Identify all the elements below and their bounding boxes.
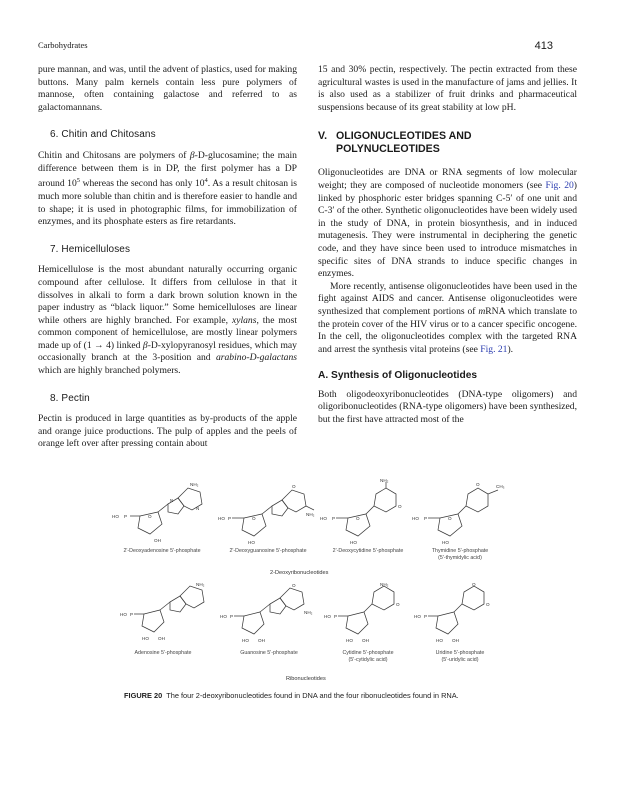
label-thymidylic-acid: (5'-thymidylic acid) — [438, 555, 482, 561]
svg-text:P: P — [424, 516, 428, 521]
svg-text:O: O — [476, 482, 480, 487]
svg-text:HO: HO — [112, 514, 119, 519]
section-heading-hemicelluloses: 7. Hemicelluloses — [50, 243, 131, 255]
label-deoxycytidine-phosphate: 2'-Deoxycytidine 5'-phosphate — [332, 548, 404, 554]
svg-text:OH: OH — [362, 638, 369, 643]
svg-text:O: O — [292, 583, 296, 588]
svg-text:OH: OH — [258, 638, 265, 643]
figure-caption: FIGURE 20 The four 2-deoxyribonucleotides found in DNA and the four ribonucleotides found in RNA. — [124, 691, 459, 700]
svg-text:OH: OH — [158, 636, 165, 641]
group-label-ribonucleotides: Ribonucleotides — [286, 676, 326, 682]
svg-text:HO: HO — [442, 540, 449, 545]
structure-deoxyguanosine-phosphate — [218, 478, 318, 546]
right-column — [318, 64, 577, 427]
svg-text:HO: HO — [436, 638, 443, 643]
svg-text:P: P — [228, 516, 232, 521]
label-deoxyguanosine-phosphate: 2'-Deoxyguanosine 5'-phosphate — [229, 548, 307, 554]
structure-deoxycytidine-phosphate — [320, 478, 415, 546]
page-number: 413 — [534, 40, 553, 52]
left-column — [38, 64, 297, 451]
svg-text:NH₂: NH₂ — [196, 582, 205, 587]
svg-text:HO: HO — [324, 614, 331, 619]
svg-text:O: O — [356, 516, 360, 521]
paragraph-oligonucleotides-intro: Oligonucleotides are DNA or RNA segments of low molecular weight; they are composed of nucleotide monomers (see Fig. 20) linked by phosphoric ester bridges spanning C-5′ of one unit and C-3′ of the other. Synthetic oligonucleotides have been widely used in the study of DNA, in protein biosynthesis, and in induced mutagenesis. They were instrumental in deciphering the genetic code, and they have since been used to introduce mismatches in specific sites of DNA strands to induce specific changes in enzymes. — [318, 167, 577, 280]
svg-text:CH₃: CH₃ — [496, 484, 505, 489]
svg-text:HO: HO — [218, 516, 225, 521]
structure-deoxyadenosine-phosphate — [110, 478, 210, 546]
label-cytidylic-acid: (5'-cytidylic acid) — [348, 657, 388, 663]
paragraph-pectin: Pectin is produced in large quantities as by-products of the apple and orange juice productions. The pulp of apples and the peels of orange left over after pressing contain about — [38, 413, 297, 450]
svg-text:O: O — [252, 516, 256, 521]
label-thymidine-phosphate: Thymidine 5'-phosphate — [431, 548, 489, 554]
figure-20-link[interactable]: Fig. 20 — [545, 179, 574, 191]
svg-text:HO: HO — [220, 614, 227, 619]
paragraph-hemicelluloses: Hemicellulose is the most abundant naturally occurring organic compound after cellulose. It differs from cellulose in that it dissolves in alkali to form a dark brown solution known in the paper industry as “black liquor.” Some hemicelluloses are linear while others are highly branched. For example, xylans, the most common component of hemicellulose, are mostly linear polymers made up of (1 → 4) linked β-D-xylopyranosyl residues, which may occasionally branch at the 3-position and arabino-D-galactans which are highly branched polymers. — [38, 264, 297, 377]
subsection-heading-synthesis: A. Synthesis of Oligonucleotides — [318, 370, 478, 382]
svg-text:NH₂: NH₂ — [304, 610, 313, 615]
svg-text:HO: HO — [248, 540, 255, 545]
svg-text:HO: HO — [346, 638, 353, 643]
svg-text:HO: HO — [142, 636, 149, 641]
svg-text:P: P — [332, 516, 336, 521]
svg-text:P: P — [230, 614, 234, 619]
paragraph-chitin: Chitin and Chitosans are polymers of β-D-glucosamine; the main difference between them is in DP, the first polymer has a DP around $10^5$ whereas the second has only $10^4$. As a result chitosan is much more soluble than chitin and is therefore easier to handle and to shape; it is used in photographic films, for immobilization of enzymes, and its phosphate esters as fire retardants. — [38, 149, 297, 228]
svg-text:NH₂: NH₂ — [306, 512, 315, 517]
svg-text:HO: HO — [120, 612, 127, 617]
svg-text:HO: HO — [350, 540, 357, 545]
svg-text:NH₂: NH₂ — [190, 482, 199, 487]
structure-adenosine-phosphate — [120, 582, 210, 644]
svg-text:P: P — [424, 614, 428, 619]
structure-thymidine-phosphate — [412, 478, 507, 546]
continued-paragraph-left: pure mannan, and was, until the advent of plastics, used for making buttons. Many palm kernels contain less pure polymers of mannose, often containing galactose and referred to as galactomannans. — [38, 64, 297, 113]
label-uridylic-acid: (5'-uridylic acid) — [441, 657, 479, 663]
svg-text:P: P — [130, 612, 134, 617]
svg-text:HO: HO — [412, 516, 419, 521]
svg-text:O: O — [398, 504, 402, 509]
svg-text:HO: HO — [414, 614, 421, 619]
svg-text:NH₂: NH₂ — [380, 478, 389, 483]
svg-text:HO: HO — [242, 638, 249, 643]
section-heading-chitin: 6. Chitin and Chitosans — [50, 129, 156, 141]
group-label-deoxyribonucleotides: 2-Deoxyribonucleotides — [270, 570, 329, 576]
label-guanosine-phosphate: Guanosine 5'-phosphate — [240, 650, 298, 656]
label-uridine-phosphate: Uridine 5'-phosphate — [435, 650, 485, 656]
svg-text:N: N — [196, 506, 200, 511]
structure-guanosine-phosphate — [220, 582, 315, 644]
svg-text:O: O — [448, 516, 452, 521]
svg-text:O: O — [292, 484, 296, 489]
section-heading-oligonucleotides: V. OLIGONUCLEOTIDES AND POLYNUCLEOTIDES — [318, 130, 472, 155]
svg-text:NH₂: NH₂ — [380, 582, 389, 587]
svg-text:O: O — [396, 602, 400, 607]
figure-20 — [110, 478, 510, 688]
svg-text:O: O — [148, 514, 152, 519]
label-cytidine-phosphate: Cytidine 5'-phosphate — [342, 650, 394, 656]
structure-uridine-phosphate — [414, 582, 504, 644]
section-heading-pectin: 8. Pectin — [50, 392, 90, 404]
svg-text:O: O — [486, 602, 490, 607]
label-deoxyadenosine-phosphate: 2'-Deoxyadenosine 5'-phosphate — [123, 548, 201, 554]
svg-text:OH: OH — [154, 538, 161, 543]
svg-text:P: P — [124, 514, 128, 519]
continued-paragraph-right: 15 and 30% pectin, respectively. The pectin extracted from these agricultural wastes is used in the manufacture of jams and jellies. It is also used as a stabilizer of fruit drinks and pharmaceutical suspensions because of its great stability at low pH. — [318, 64, 577, 113]
svg-text:HO: HO — [320, 516, 327, 521]
figure-21-link[interactable]: Fig. 21 — [480, 343, 508, 355]
label-adenosine-phosphate: Adenosine 5'-phosphate — [134, 650, 192, 656]
svg-text:N: N — [170, 498, 174, 503]
paragraph-synthesis: Both oligodeoxyribonucleotides (DNA-type oligomers) and oligoribonucleotides (RNA-type oligomers) have been synthesized, but the first have attracted most of the — [318, 388, 577, 426]
svg-text:OH: OH — [452, 638, 459, 643]
svg-text:P: P — [334, 614, 338, 619]
running-title: Carbohydrates — [38, 40, 88, 50]
structure-cytidine-phosphate — [324, 582, 409, 644]
svg-text:O: O — [472, 582, 476, 587]
paragraph-antisense: More recently, antisense oligonucleotides have been used in the fight against AIDS and cancer. Antisense oligonucleotides were synthesized that complement portions of mRNA which translate to the protein cover of the HIV virus or to a cancer specific oncogene. In the cell, the oligonucleotides complex with the targeted RNA and arrest the synthesis vital proteins (see Fig. 21). — [318, 280, 578, 355]
